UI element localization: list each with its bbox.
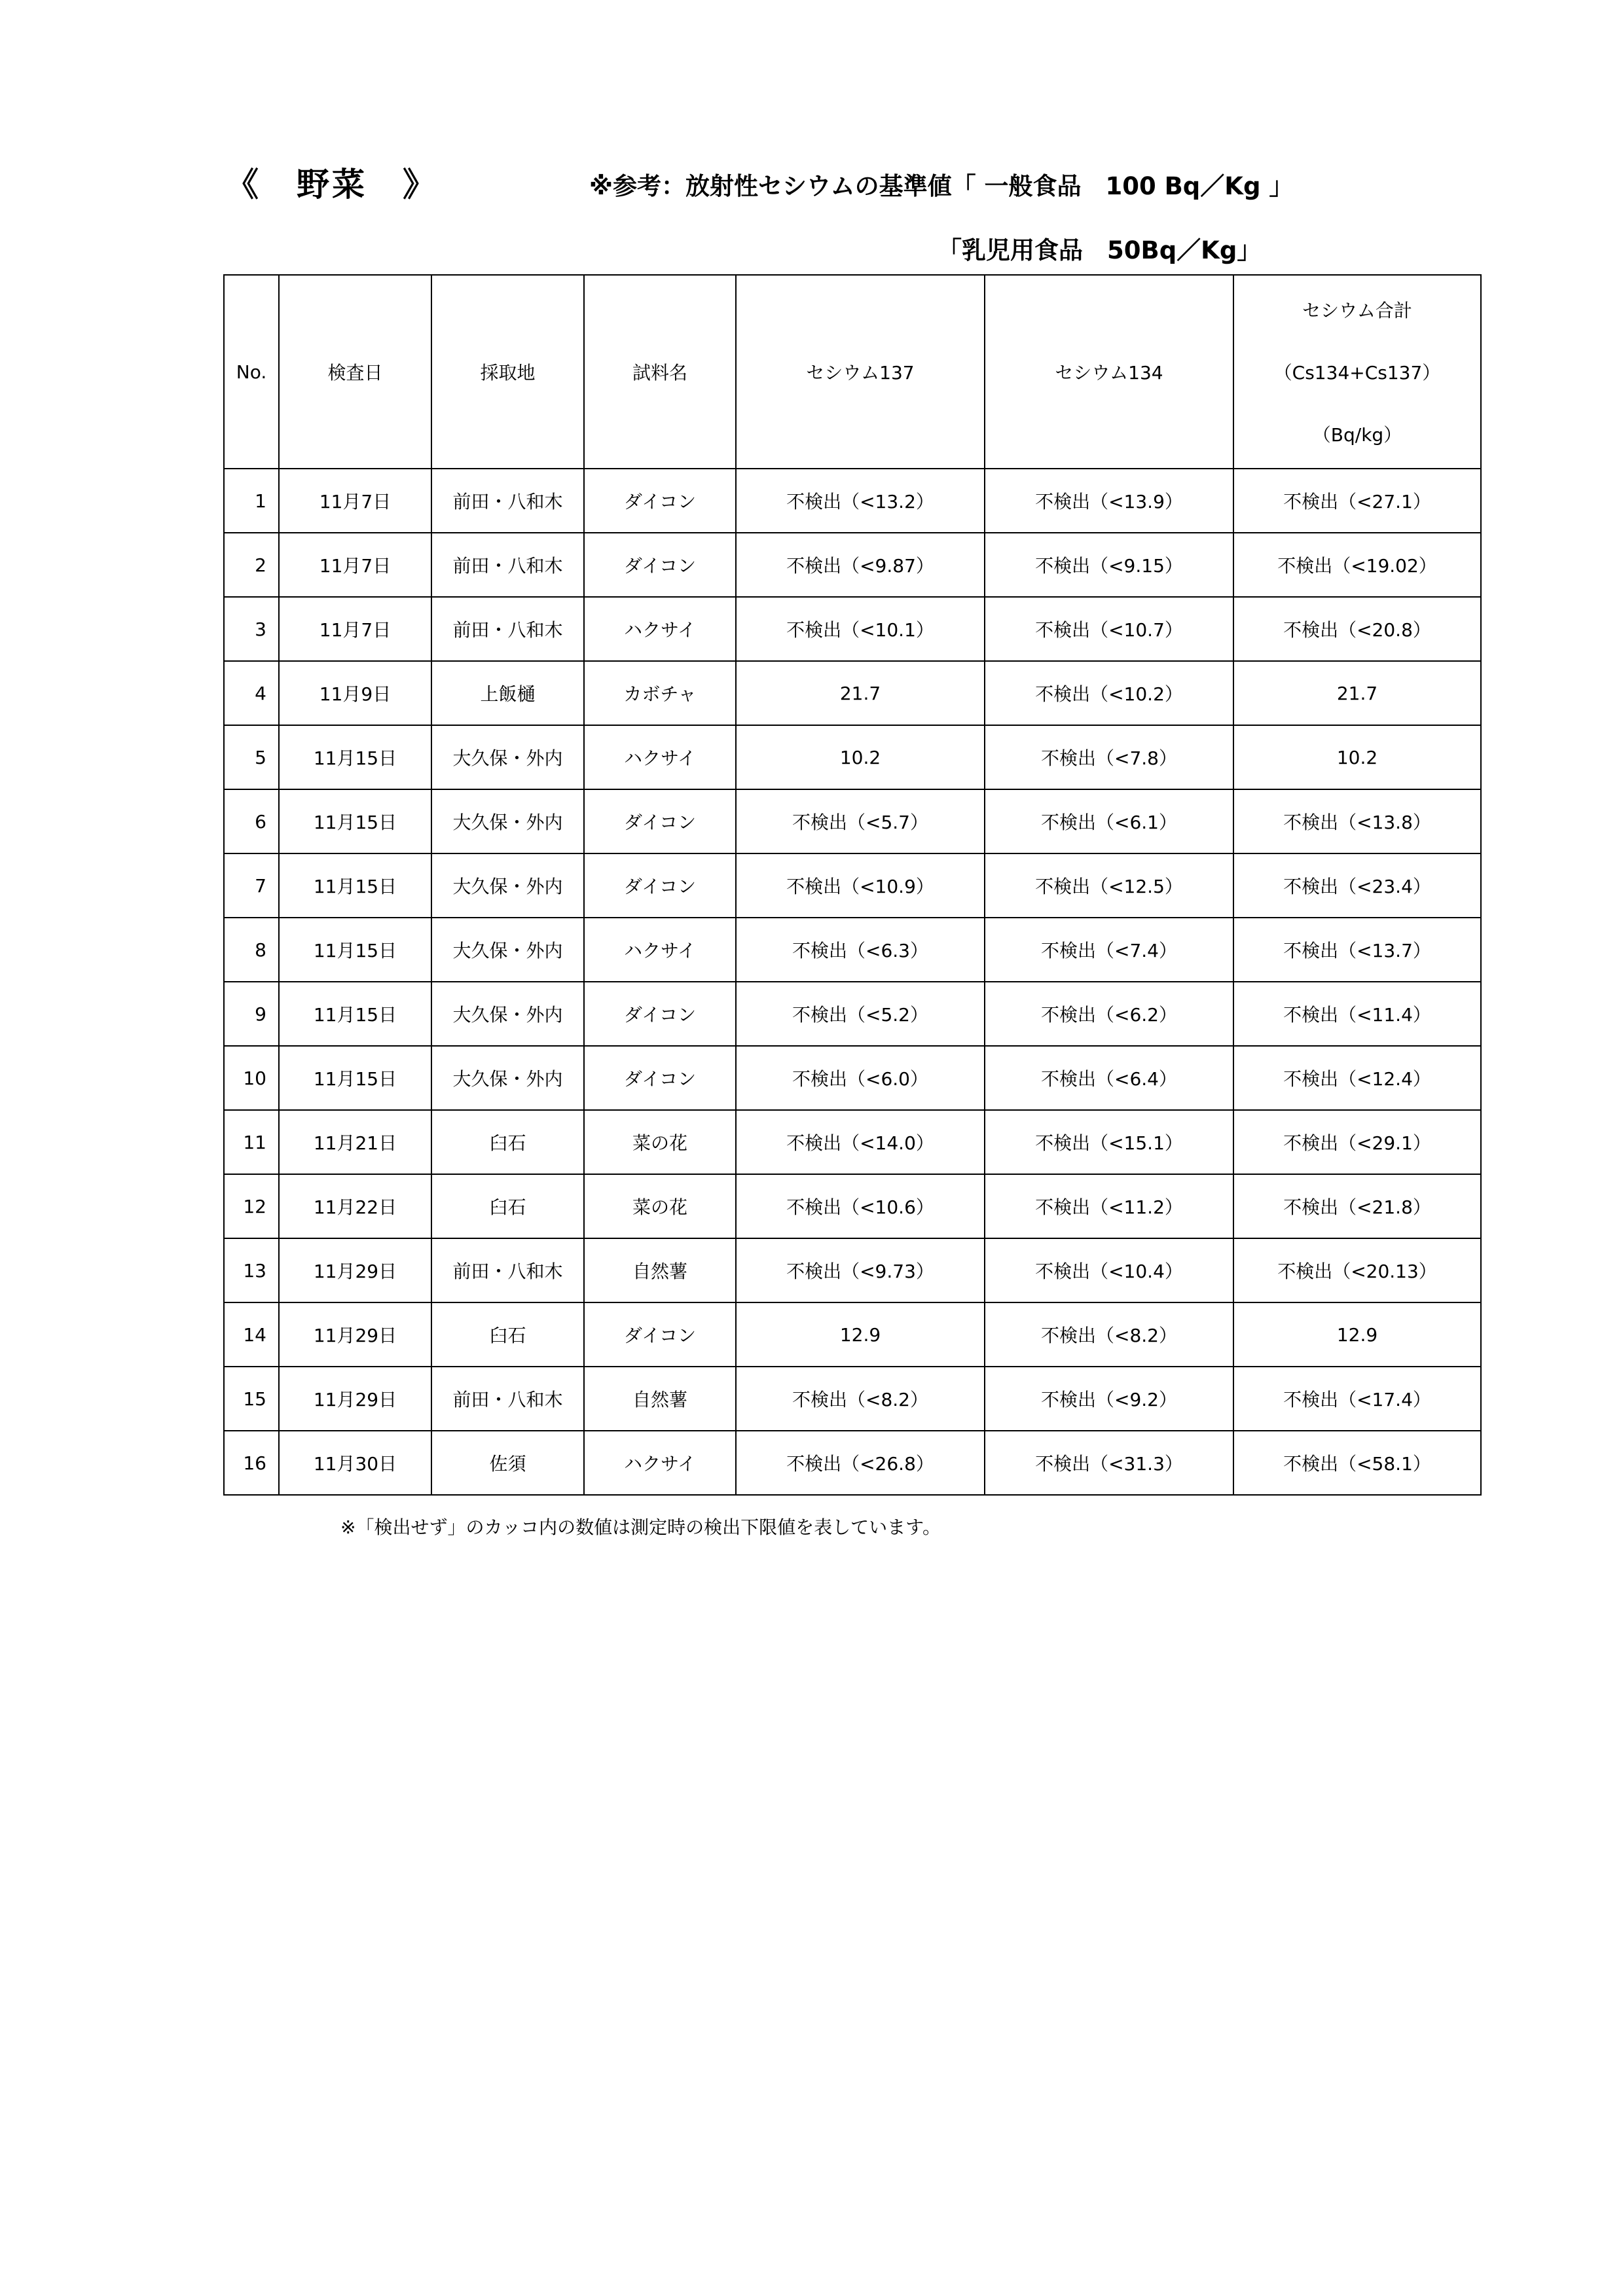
cell-date: 11月29日 [279,1302,431,1367]
cell-cs137: 不検出（<10.1） [736,597,985,661]
cell-sample: ダイコン [584,1046,736,1110]
cell-cs134: 不検出（<7.4） [985,918,1233,982]
cell-cs137: 不検出（<6.0） [736,1046,985,1110]
cell-location: 臼石 [431,1110,584,1174]
cell-location: 大久保・外内 [431,789,584,853]
cell-cs137: 不検出（<14.0） [736,1110,985,1174]
table-row [224,533,1481,597]
cell-total: 不検出（<11.4） [1233,982,1481,1046]
cell-location: 臼石 [431,1174,584,1238]
table-row [224,1431,1481,1495]
cell-no: 15 [224,1367,279,1431]
header-date: 検査日 [279,275,431,469]
cell-sample: ハクサイ [584,1431,736,1495]
cell-no: 5 [224,725,279,789]
cell-total: 不検出（<29.1） [1233,1110,1481,1174]
table-row [224,469,1481,533]
cell-location: 大久保・外内 [431,725,584,789]
cell-cs134: 不検出（<6.2） [985,982,1233,1046]
cell-no: 6 [224,789,279,853]
cell-cs137: 不検出（<10.6） [736,1174,985,1238]
table-header-row [224,275,1481,469]
cell-sample: ダイコン [584,469,736,533]
cell-no: 4 [224,661,279,725]
cell-location: 上飯樋 [431,661,584,725]
cell-sample: ダイコン [584,789,736,853]
table-row [224,789,1481,853]
cell-location: 大久保・外内 [431,918,584,982]
cell-total: 不検出（<13.8） [1233,789,1481,853]
header-sample: 試料名 [584,275,736,469]
cell-cs134: 不検出（<15.1） [985,1110,1233,1174]
cell-total: 不検出（<12.4） [1233,1046,1481,1110]
cell-total: 不検出（<20.13） [1233,1238,1481,1302]
table-row [224,982,1481,1046]
cell-total: 21.7 [1233,661,1481,725]
cell-location: 大久保・外内 [431,1046,584,1110]
cell-cs134: 不検出（<7.8） [985,725,1233,789]
cell-cs137: 12.9 [736,1302,985,1367]
header-cs137: セシウム137 [736,275,985,469]
cell-cs134: 不検出（<9.15） [985,533,1233,597]
cell-cs137: 不検出（<5.7） [736,789,985,853]
cell-cs134: 不検出（<10.2） [985,661,1233,725]
cell-cs137: 不検出（<6.3） [736,918,985,982]
cell-date: 11月7日 [279,469,431,533]
cell-no: 16 [224,1431,279,1495]
cell-cs134: 不検出（<10.7） [985,597,1233,661]
table-row [224,1367,1481,1431]
cell-no: 10 [224,1046,279,1110]
cell-location: 前田・八和木 [431,469,584,533]
cell-cs134: 不検出（<9.2） [985,1367,1233,1431]
cell-location: 前田・八和木 [431,1367,584,1431]
cell-date: 11月15日 [279,918,431,982]
cell-total: 不検出（<13.7） [1233,918,1481,982]
cell-date: 11月15日 [279,982,431,1046]
cell-location: 大久保・外内 [431,982,584,1046]
header-cs134: セシウム134 [985,275,1233,469]
footnote: ※「検出せず」のカッコ内の数値は測定時の検出下限値を表しています。 [340,1516,941,1538]
cesium-results-table [223,274,1482,1496]
table-row [224,597,1481,661]
cell-date: 11月29日 [279,1367,431,1431]
cell-no: 13 [224,1238,279,1302]
cell-date: 11月29日 [279,1238,431,1302]
cell-cs134: 不検出（<13.9） [985,469,1233,533]
cell-date: 11月15日 [279,789,431,853]
table-row [224,1174,1481,1238]
header-location: 採取地 [431,275,584,469]
header-total [1233,275,1481,469]
cell-date: 11月7日 [279,597,431,661]
table-body [224,469,1481,1495]
cell-cs134: 不検出（<6.4） [985,1046,1233,1110]
table-row [224,918,1481,982]
cell-sample: 自然薯 [584,1367,736,1431]
cell-no: 1 [224,469,279,533]
cell-sample: ハクサイ [584,597,736,661]
cell-date: 11月15日 [279,725,431,789]
cell-cs137: 不検出（<9.73） [736,1238,985,1302]
cell-cs137: 不検出（<26.8） [736,1431,985,1495]
table-row [224,661,1481,725]
cell-location: 前田・八和木 [431,597,584,661]
cell-sample: ダイコン [584,982,736,1046]
reference-standard-general: ※参考：放射性セシウムの基準値「 一般食品 100 Bq／Kg 」 [589,172,1294,200]
cell-sample: ハクサイ [584,725,736,789]
cell-total: 不検出（<27.1） [1233,469,1481,533]
cell-sample: 菜の花 [584,1174,736,1238]
cell-date: 11月15日 [279,853,431,918]
cell-sample: ダイコン [584,533,736,597]
cell-cs134: 不検出（<31.3） [985,1431,1233,1495]
table-row [224,1302,1481,1367]
cell-sample: ダイコン [584,853,736,918]
cell-date: 11月9日 [279,661,431,725]
cell-cs137: 不検出（<9.87） [736,533,985,597]
cell-cs137: 不検出（<8.2） [736,1367,985,1431]
cell-date: 11月30日 [279,1431,431,1495]
reference-standard-infant: 「乳児用食品 50Bq／Kg」 [938,236,1262,264]
cell-no: 12 [224,1174,279,1238]
cell-total: 10.2 [1233,725,1481,789]
cell-date: 11月21日 [279,1110,431,1174]
cell-sample: ハクサイ [584,918,736,982]
cell-sample: ダイコン [584,1302,736,1367]
cell-cs134: 不検出（<8.2） [985,1302,1233,1367]
table-row [224,1110,1481,1174]
header-total-formula: （Cs134+Cs137） [1273,362,1441,384]
cell-sample: 菜の花 [584,1110,736,1174]
cell-cs134: 不検出（<10.4） [985,1238,1233,1302]
cell-date: 11月22日 [279,1174,431,1238]
cell-cs137: 21.7 [736,661,985,725]
cell-location: 臼石 [431,1302,584,1367]
table-row [224,853,1481,918]
cell-total: 不検出（<58.1） [1233,1431,1481,1495]
cell-location: 佐須 [431,1431,584,1495]
cell-total: 不検出（<21.8） [1233,1174,1481,1238]
cell-total: 不検出（<17.4） [1233,1367,1481,1431]
cell-location: 前田・八和木 [431,1238,584,1302]
cell-total: 12.9 [1233,1302,1481,1367]
header-no: No. [224,275,279,469]
cell-no: 9 [224,982,279,1046]
cell-total: 不検出（<20.8） [1233,597,1481,661]
cell-date: 11月7日 [279,533,431,597]
cell-total: 不検出（<19.02） [1233,533,1481,597]
cell-sample: カボチャ [584,661,736,725]
cell-cs134: 不検出（<12.5） [985,853,1233,918]
table-row [224,725,1481,789]
header-total-unit: （Bq/kg） [1312,424,1402,446]
cell-no: 7 [224,853,279,918]
page-title: 《 野菜 》 [226,166,438,204]
cell-no: 8 [224,918,279,982]
cell-cs134: 不検出（<11.2） [985,1174,1233,1238]
cell-date: 11月15日 [279,1046,431,1110]
cell-cs137: 不検出（<10.9） [736,853,985,918]
cell-location: 大久保・外内 [431,853,584,918]
table-row [224,1238,1481,1302]
header-total-label: セシウム合計 [1302,300,1412,321]
cell-no: 2 [224,533,279,597]
cell-cs137: 不検出（<13.2） [736,469,985,533]
cell-sample: 自然薯 [584,1238,736,1302]
table-row [224,1046,1481,1110]
cell-no: 11 [224,1110,279,1174]
cell-no: 3 [224,597,279,661]
cell-cs134: 不検出（<6.1） [985,789,1233,853]
cell-total: 不検出（<23.4） [1233,853,1481,918]
cell-location: 前田・八和木 [431,533,584,597]
cell-cs137: 不検出（<5.2） [736,982,985,1046]
cell-no: 14 [224,1302,279,1367]
cell-cs137: 10.2 [736,725,985,789]
